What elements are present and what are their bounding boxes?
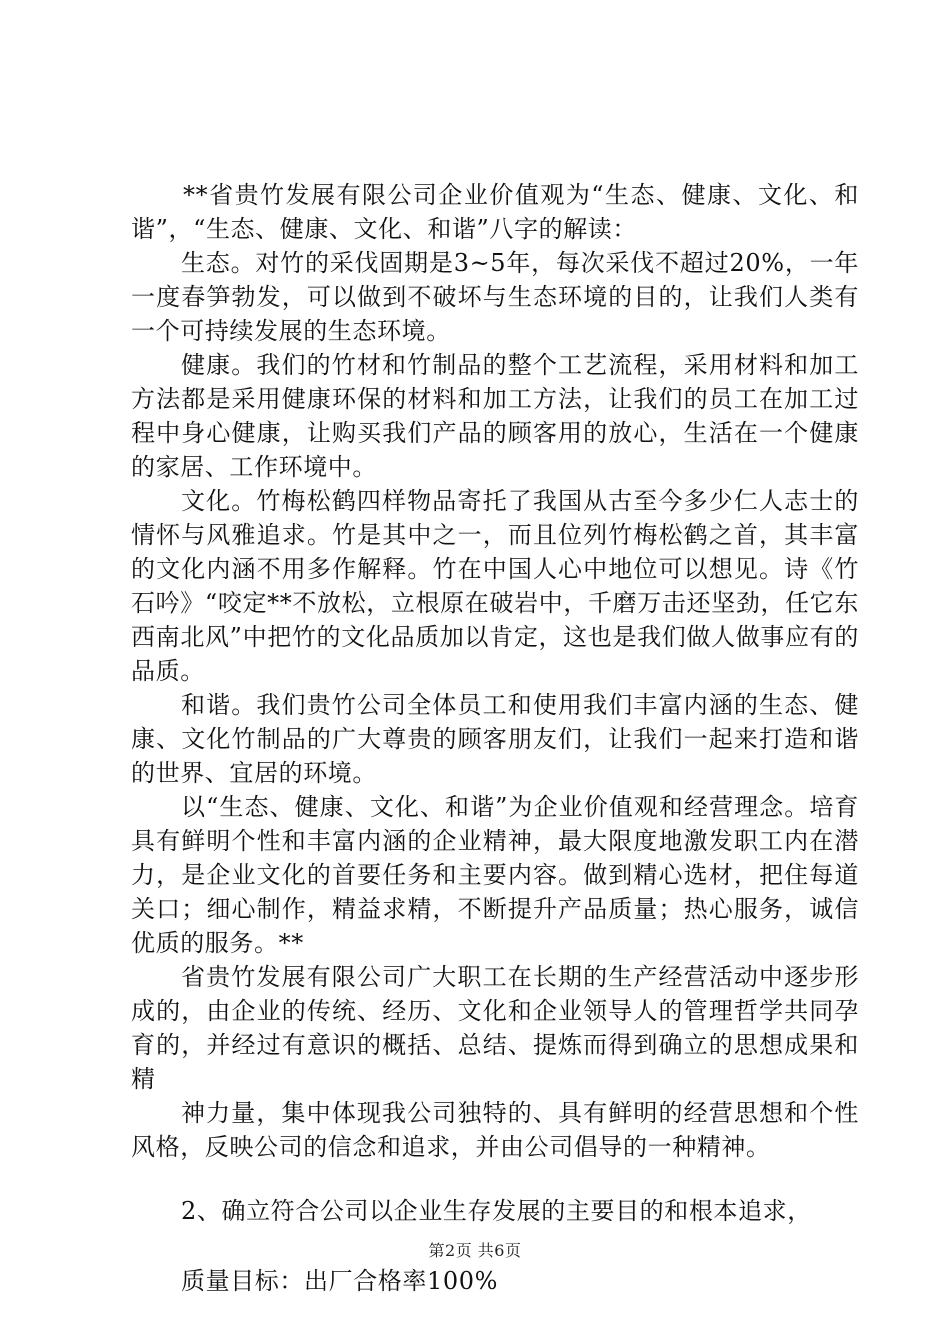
paragraph-culture: 文化。竹梅松鹤四样物品寄托了我国从古至今多少仁人志士的情怀与风雅追求。竹是其中之一，而且位列竹梅松鹤之首，其丰富的文化内涵不用多作解释。竹在中国人心中地位可以想见。诗《竹石吟》“咬定**不放松，立根原在破岩中，千磨万击还坚劲，任它东西南北风”中把竹的文化品质加以肯定，这也是我们做人做事应有的品质。 (131, 487, 859, 685)
paragraph-health: 健康。我们的竹材和竹制品的整个工艺流程，采用材料和加工方法都是采用健康环保的材料和加工方法，让我们的员工在加工过程中身心健康，让购买我们产品的顾客用的放心，生活在一个健康的家居、工作环境中。 (131, 351, 859, 481)
paragraph-company-spirit-part2: 神力量，集中体现我公司独特的、具有鲜明的经营思想和个性风格，反映公司的信念和追求，并由公司倡导的一种精神。 (131, 1099, 859, 1161)
paragraph-ecology: 生态。对竹的采伐固期是3~5年，每次采伐不超过20%，一年一度春笋勃发，可以做到不破坏与生态环境的目的，让我们人类有一个可持续发展的生态环境。 (131, 249, 859, 345)
paragraph-quality-target: 质量目标：出厂合格率100% (181, 1267, 499, 1295)
paragraph-harmony: 和谐。我们贵竹公司全体员工和使用我们丰富内涵的生态、健康、文化竹制品的广大尊贵的顾客朋友们，让我们一起来打造和谐的世界、宜居的环境。 (131, 691, 859, 787)
paragraph-business-philosophy: 以“生态、健康、文化、和谐”为企业价值观和经营理念。培育具有鲜明个性和丰富内涵的企业精神，最大限度地激发职工内在潜力，是企业文化的首要任务和主要内容。做到精心选材，把住每道关口；细心制作，精益求精，不断提升产品质量；热心服务，诚信优质的服务。** (131, 793, 859, 957)
paragraph-values-intro: **省贵竹发展有限公司企业价值观为“生态、健康、文化、和谐”，“生态、健康、文化、和谐”八字的解读： (131, 181, 859, 243)
document-body (131, 178, 859, 1298)
page-footer: 第2页 共6页 (428, 1241, 522, 1260)
paragraph-goal-heading: 2、确立符合公司以企业生存发展的主要目的和根本追求， (181, 1197, 812, 1225)
paragraph-company-spirit-part1: 省贵竹发展有限公司广大职工在长期的生产经营活动中逐步形成的，由企业的传统、经历、文化和企业领导人的管理哲学共同孕育的，并经过有意识的概括、总结、提炼而得到确立的思想成果和精 (131, 963, 859, 1093)
